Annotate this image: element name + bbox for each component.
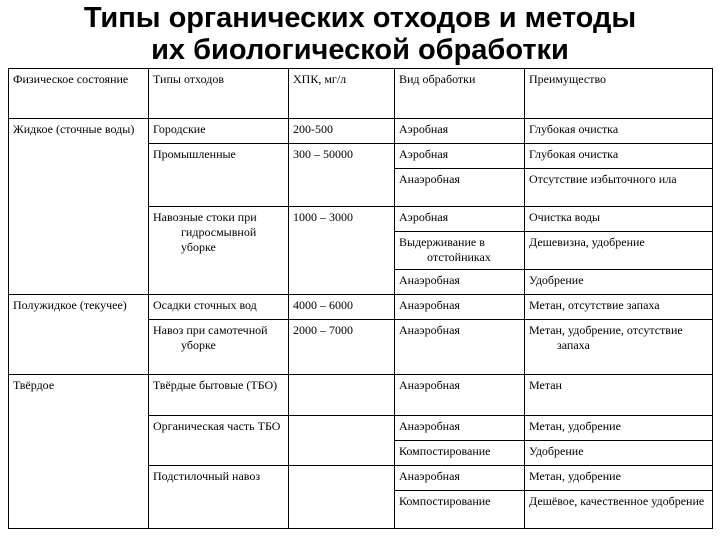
header-cell: Преимущество (525, 69, 713, 119)
waste-type-cell: Органическая часть ТБО (149, 416, 289, 466)
advantage-cell: Отсутствие избыточного ила (525, 169, 713, 207)
advantage-cell: Метан, отсутствие запаха (525, 295, 713, 320)
treatment-cell: Аэробная (395, 119, 525, 144)
advantage-cell: Глубокая очистка (525, 119, 713, 144)
header-cell: Физическое состояние (9, 69, 149, 119)
waste-type-cell: Подстилочный навоз (149, 466, 289, 529)
cod-cell: 300 – 50000 (289, 144, 395, 207)
treatment-cell: Анаэробная (395, 169, 525, 207)
treatment-cell: Анаэробная (395, 466, 525, 491)
waste-type-cell: Промышленные (149, 144, 289, 207)
advantage-cell: Метан, удобрение (525, 466, 713, 491)
treatment-cell: Анаэробная (395, 320, 525, 375)
advantage-cell: Метан, удобрение (525, 416, 713, 441)
treatment-cell: Компостирование (395, 441, 525, 466)
advantage-cell: Метан (525, 375, 713, 416)
treatment-cell: Анаэробная (395, 295, 525, 320)
advantage-cell: Удобрение (525, 270, 713, 295)
cod-cell (289, 375, 395, 416)
header-cell: Типы отходов (149, 69, 289, 119)
treatment-cell: Аэробная (395, 207, 525, 232)
advantage-cell: Дешёвое, качественное удобрение (525, 491, 713, 529)
cod-cell (289, 416, 395, 466)
advantage-cell: Дешевизна, удобрение (525, 232, 713, 270)
cod-cell: 2000 – 7000 (289, 320, 395, 375)
waste-type-cell: Навоз при самотечной уборке (149, 320, 289, 375)
table-row (9, 295, 713, 320)
header-row (9, 69, 713, 119)
cod-cell: 4000 – 6000 (289, 295, 395, 320)
advantage-cell: Глубокая очистка (525, 144, 713, 169)
waste-type-cell: Твёрдые бытовые (ТБО) (149, 375, 289, 416)
treatment-cell: Аэробная (395, 144, 525, 169)
advantage-cell: Метан, удобрение, отсутствие запаха (525, 320, 713, 375)
cod-cell (289, 466, 395, 529)
cod-cell: 200-500 (289, 119, 395, 144)
treatment-cell: Выдерживание в отстойниках (395, 232, 525, 270)
state-cell: Жидкое (сточные воды) (9, 119, 149, 295)
page-title (0, 2, 720, 66)
header-cell: ХПК, мг/л (289, 69, 395, 119)
table-row (9, 119, 713, 144)
table-row (9, 375, 713, 416)
waste-type-cell: Навозные стоки при гидросмывной уборке (149, 207, 289, 295)
title-line-2: их биологической обработки (151, 34, 569, 66)
header-cell: Вид обработки (395, 69, 525, 119)
advantage-cell: Очистка воды (525, 207, 713, 232)
state-cell: Твёрдое (9, 375, 149, 529)
advantage-cell: Удобрение (525, 441, 713, 466)
waste-type-cell: Городские (149, 119, 289, 144)
waste-treatment-table (8, 68, 713, 529)
cod-cell: 1000 – 3000 (289, 207, 395, 295)
state-cell: Полужидкое (текучее) (9, 295, 149, 375)
treatment-cell: Анаэробная (395, 416, 525, 441)
treatment-cell: Анаэробная (395, 270, 525, 295)
treatment-cell: Компостирование (395, 491, 525, 529)
treatment-cell: Анаэробная (395, 375, 525, 416)
title-line-1: Типы органических отходов и методы (83, 2, 637, 34)
waste-type-cell: Осадки сточных вод (149, 295, 289, 320)
